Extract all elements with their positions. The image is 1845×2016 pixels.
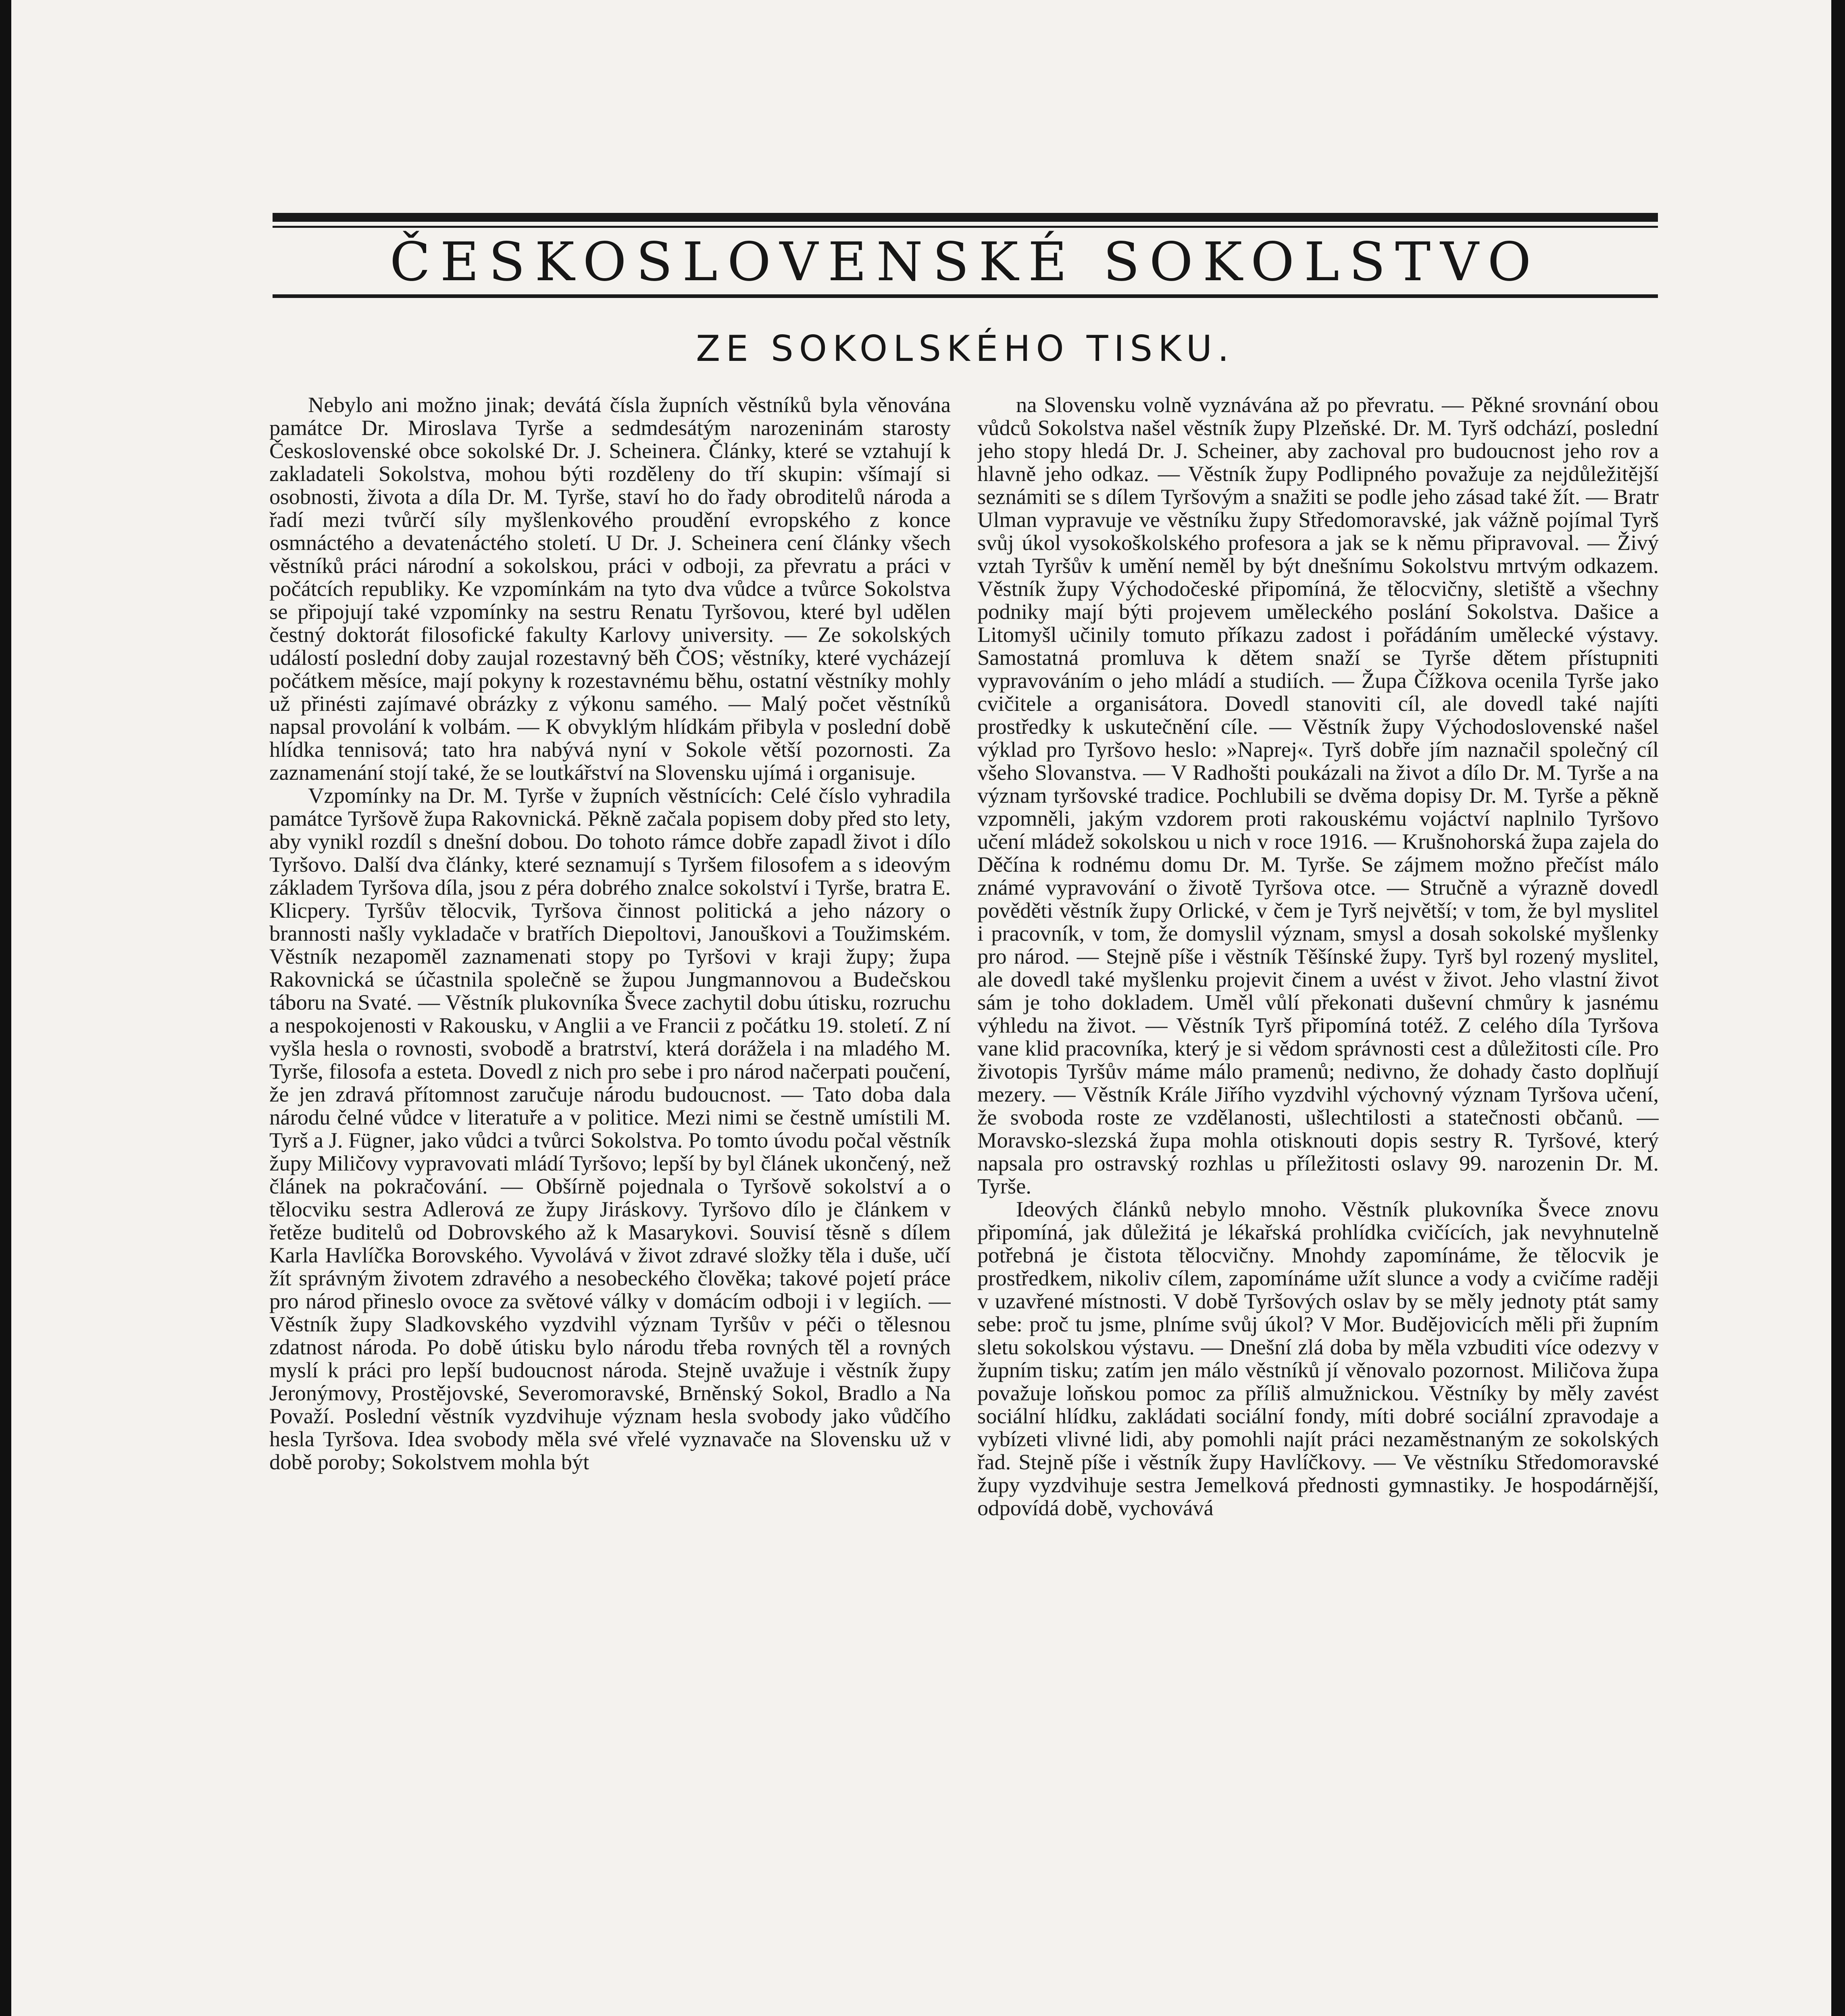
paragraph: na Slovensku volně vyznávána až po převratu. — Pěkné srovnání obou vůdců Sokolstva našel věstník župy Plzeňské. Dr. M. Tyrš odchází, poslední jeho stopy hledá Dr. J. Scheiner, aby zachoval pro budoucnost jeho rov a hlavně jeho odkaz. — Věstník župy Podlipného považuje za nejdůležitější seznámiti se s dílem Tyršovým a snažiti se podle jeho zásad také žít. — Bratr Ulman vypravuje ve věstníku župy Středomoravské, jak vážně pojímal Tyrš svůj úkol vysokoškolského profesora a jak se k němu připravoval. — Živý vztah Tyršův k umění neměl by být dnešnímu Sokolstvu mrtvým odkazem. Věstník župy Východočeské připomíná, že tělocvičny, sletiště a všechny podniky mají býti projevem uměleckého poslání Sokolstva. Dašice a Litomyšl učinily tomuto příkazu zadost i pořádáním umělecké výstavy. Samostatná promluva k dětem snaží se Tyrše dětem přístupniti vypravováním o jeho mládí a studiích. — Župa Čížkova ocenila Tyrše jako cvičitele a organisátora. Dovedl stanoviti cíl, ale dovedl také najíti prostředky k uskutečnění cíle. — Věstník župy Východoslovenské našel výklad pro Tyršovo heslo: »Naprej«. Tyrš dobře jím naznačil společný cíl všeho Slovanstva. — V Radhošti poukázali na život a dílo Dr. M. Tyrše a na význam tyršovské tradice. Pochlubili se dvěma dopisy Dr. M. Tyrše a pěkně vzpomněli, jakým vzdorem proti rakouskému vojáctví naplnilo Tyršovo učení mládež sokolskou u nich v roce 1916. — Krušnohorská župa zajela do Děčína k rodnému domu Dr. M. Tyrše. Se zájmem možno přečíst málo známé vypravování o životě Tyršova otce. — Stručně a výrazně dovedl pověděti věstník župy Orlické, v čem je Tyrš největší; v tom, že byl myslitel i pracovník, v tom, že domyslil význam, smysl a dosah sokolské myšlenky pro národ. — Stejně píše i věstník Těšínské župy. Tyrš byl rozený myslitel, ale dovedl také myšlenku projevit činem a uvést v život. Jeho vlastní život sám je toho dokladem. Uměl vůlí překonati duševní chmůry k jasnému výhledu na život. — Věstník Tyrš připomíná totéž. Z celého díla Tyršova vane klid pracovníka, který je si vědom správnosti cest a důležitosti cíle. Pro životopis Tyršův máme málo pramenů; nedivno, že dohady často doplňují mezery. — Věstník Krále Jiřího vyzdvihl výchovný význam Tyršova učení, že svoboda roste ze vzdělanosti, ušlechtilosti a statečnosti občanů. — Moravsko-slezská župa mohla otisknouti dopis sestry R. Tyršové, který napsala pro ostravský rozhlas u příležitosti oslavy 99. narozenin Dr. M. Tyrše.	[977, 393, 1659, 1198]
scan-border-left	[0, 0, 11, 2016]
paragraph: Ideových článků nebylo mnoho. Věstník plukovníka Švece znovu připomíná, jak důležitá je lékařská prohlídka cvičících, jak nevyhnutelně potřebná je čistota tělocvičny. Mnohdy zapomínáme, že tělocvik je prostředkem, nikoliv cílem, zapomínáme užít slunce a vody a cvičíme raději v uzavřené místnosti. V době Tyršových oslav by se měly jednoty ptát samy sebe: proč tu jsme, plníme svůj úkol? V Mor. Budějovicích měli při župním sletu sokolskou výstavu. — Dnešní zlá doba by měla vzbuditi více odezvy v župním tisku; zatím jen málo věstníků jí věnovalo pozornost. Miličova župa považuje loňskou pomoc za příliš almužnickou. Věstníky by měly zavést sociální hlídku, zakládati sociální fondy, míti dobré sociální zpravodaje a vybízeti vlivné lidi, aby pomohli najít práci nezaměstnaným ze sokolských řad. Stejně píše i věstník župy Havlíčkovy. — Ve věstníku Středomoravské župy vyzdvihuje sestra Jemelková přednosti gymnastiky. Je hospodárnější, odpovídá době, vychovává	[977, 1197, 1659, 1520]
text-column-left	[269, 393, 951, 2016]
paragraph: Vzpomínky na Dr. M. Tyrše v župních věstnících: Celé číslo vyhradila památce Tyršově župa Rakovnická. Pěkně začala popisem doby před sto lety, aby vynikl rozdíl s dnešní dobou. Do tohoto rámce dobře zapadl život i dílo Tyršovo. Další dva články, které seznamují s Tyršem filosofem a s ideovým základem Tyršova díla, jsou z péra dobrého znalce sokolství i Tyrše, bratra E. Klicpery. Tyršův tělocvik, Tyršova činnost politická a jeho názory o brannosti našly vykladače v bratřích Diepoltovi, Janouškovi a Toužimském. Věstník nezapoměl zaznamenati stopy po Tyršovi v kraji župy; župa Rakovnická se účastnila společně se župou Jungmannovou a Budečskou táboru na Svaté. — Věstník plukovníka Švece zachytil dobu útisku, rozruchu a nespokojenosti v Rakousku, v Anglii a ve Francii z počátku 19. století. Z ní vyšla hesla o rovnosti, svobodě a bratrství, která dorážela i na mladého M. Tyrše, filosofa a esteta. Dovedl z nich pro sebe i pro národ načerpati poučení, že jen zdravá přítomnost zaručuje národu budoucnost. — Tato doba dala národu čelné vůdce v literatuře a v politice. Mezi nimi se čestně umístili M. Tyrš a J. Fügner, jako vůdci a tvůrci Sokolstva. Po tomto úvodu počal věstník župy Miličovy vypravovati mládí Tyršovo; lepší by byl článek ukončený, než článek na pokračování. — Obšírně pojednala o Tyršově sokolství a o tělocviku sestra Adlerová ze župy Jiráskovy. Tyršovo dílo je článkem v řetěze buditelů od Dobrovského až k Masarykovi. Souvisí těsně s dílem Karla Havlíčka Borovského. Vyvolává v život zdravé složky těla i duše, učí žít správným životem zdravého a nesobeckého člověka; takové pojetí práce pro národ přineslo ovoce za světové války v domácím odboji i v legiích. — Věstník župy Sladkovského vyzdvihl význam Tyršův v péči o tělesnou zdatnost národa. Po době útisku bylo národu třeba rovných těl a rovných myslí k práci pro lepší budoucnost národa. Stejně uvažuje i věstník župy Jeronýmovy, Prostějovské, Severomoravské, Brněnský Sokol, Bradlo a Na Považí. Poslední věstník vyzdvihuje význam hesla svobody jako vůdčího hesla Tyršova. Idea svobody měla své vřelé vyznavače na Slovensku už v době poroby; Sokolstvem mohla být	[269, 783, 951, 1474]
section-title: ČESKOSLOVENSKÉ SOKOLSTVO	[389, 231, 1541, 293]
paragraph: Nebylo ani možno jinak; devátá čísla župních věstníků byla věnována památce Dr. Miroslava Tyrše a sedmdesátým narozeninám starosty Československé obce sokolské Dr. J. Scheinera. Články, které se vztahují k zakladateli Sokolstva, mohou býti rozděleny do tří skupin: všímají si osobnosti, života a díla Dr. M. Tyrše, staví ho do řady obroditelů národa a řadí mezi tvůrčí síly myšlenkového proudění evropského z konce osmnáctého a devatenáctého století. U Dr. J. Scheinera cení články všech věstníků práci národní a sokolskou, práci v odboji, za převratu a práci v počátcích republiky. Ke vzpomínkám na tyto dva vůdce a tvůrce Sokolstva se připojují také vzpomínky na sestru Renatu Tyršovou, které byl udělen čestný doktorát filosofické fakulty Karlovy university. — Ze sokolských událostí poslední doby zaujal rozestavný běh ČOS; věstníky, které vycházejí počátkem měsíce, mají pokyny k rozestavnému běhu, ostatní věstníky mohly už přinésti zajímavé obrázky z výkonu samého. — Malý počet věstníků napsal provolání k volbám. — K obvyklým hlídkám přibyla v poslední době hlídka tennisová; tato hra nabývá nyní v Sokole větší pozornosti. Za zaznamenání stojí také, že se loutkářství na Slovensku ujímá i organisuje.	[269, 393, 951, 785]
header-rule-bottom	[273, 294, 1658, 298]
article-title: ZE SOKOLSKÉHO TISKU.	[696, 328, 1235, 369]
scan-border-right	[1831, 0, 1845, 2016]
header-rule-thin	[273, 226, 1658, 228]
header-rule-thick	[273, 213, 1658, 222]
text-column-right	[977, 393, 1659, 2016]
